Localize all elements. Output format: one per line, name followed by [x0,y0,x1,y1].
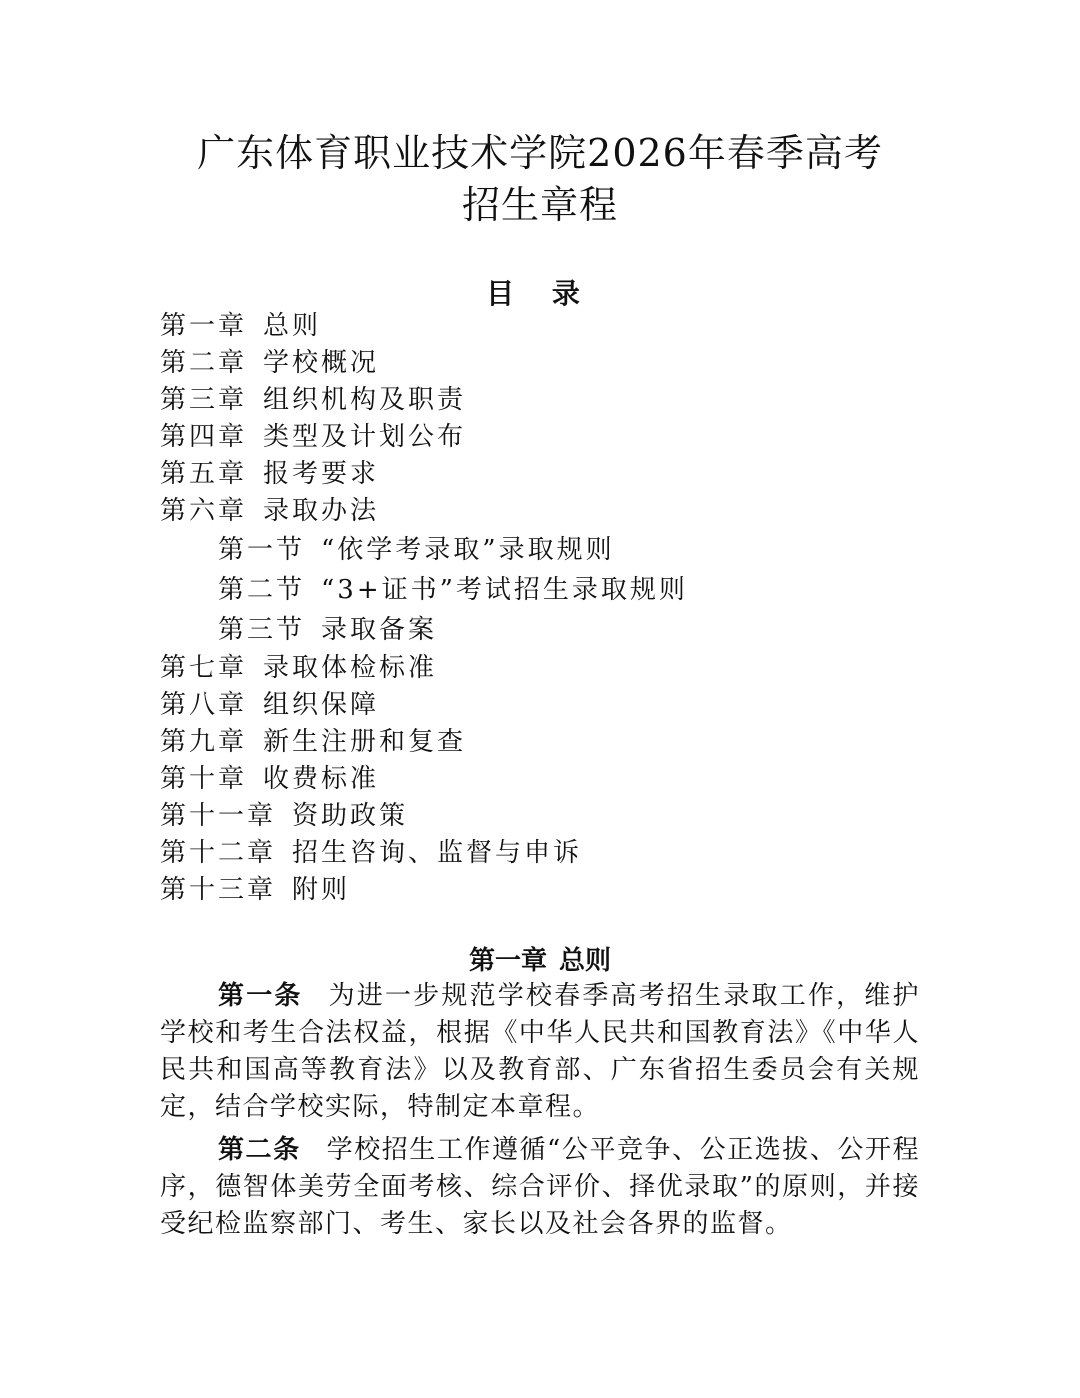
toc-item-text: 招生咨询、监督与申诉 [292,838,583,868]
toc-item-text: 类型及计划公布 [263,422,467,452]
toc-item-number: 第十三章 [160,875,277,905]
toc-item-chapter-10 [160,761,940,798]
toc-item-text: “依学考录取”录取规则 [321,535,615,565]
toc-item-number: 第一章 [160,311,248,341]
toc-item-text: 组织保障 [263,690,380,720]
toc-item-number: 第七章 [160,653,248,683]
toc-item-section-3 [160,610,940,650]
toc-item-text: 录取办法 [263,496,380,526]
chapter-heading-number: 第一章 [468,946,547,976]
article-text: 为进一步规范学校春季高考招生录取工作，维护学校和考生合法权益，根据《中华人民共和国教育法》《中华人民共和国高等教育法》以及教育部、广东省招生委员会有关规定，结合学校实际，特制定本章程。 [160,981,920,1122]
toc-item-section-2 [160,570,940,610]
toc-item-number: 第二节 [218,575,306,605]
toc-heading: 目 录 [486,277,594,310]
toc-item-section-1 [160,530,940,570]
toc-item-chapter-7 [160,650,940,687]
article-text: 学校招生工作遵循“公平竞争、公正选拔、公开程序，德智体美劳全面考核、综合评价、择优录取”的原则，并接受纪检监察部门、考生、家长以及社会各界的监督。 [160,1135,920,1239]
toc-item-number: 第十一章 [160,801,277,831]
toc-item-text: 附则 [292,875,351,905]
toc-item-number: 第八章 [160,690,248,720]
chapter-heading [0,940,1080,977]
toc-item-number: 第四章 [160,422,248,452]
toc-item-chapter-9 [160,724,940,761]
article-label: 第一条 [218,981,303,1011]
article-1 [160,978,920,1126]
document-title-line-1: 广东体育职业技术学院2026年春季高考 [197,131,883,175]
toc-item-number: 第六章 [160,496,248,526]
toc-item-chapter-2 [160,345,940,382]
article-2 [160,1132,920,1243]
toc-item-text: “3+证书”考试招生录取规则 [321,575,688,605]
toc-item-text: 总则 [263,311,322,341]
toc-item-chapter-6 [160,493,940,530]
document-title-line-2: 招生章程 [461,183,618,227]
toc-item-chapter-12 [160,835,940,872]
toc-item-text: 报考要求 [263,459,380,489]
toc-item-text: 学校概况 [263,348,380,378]
toc-item-number: 第一节 [218,535,306,565]
toc-item-text: 录取体检标准 [263,653,438,683]
toc-item-number: 第九章 [160,727,248,757]
chapter-heading-text: 总则 [559,946,612,976]
toc-item-text: 新生注册和复查 [263,727,467,757]
toc-item-number: 第五章 [160,459,248,489]
toc-item-text: 录取备案 [321,615,438,645]
toc-item-chapter-3 [160,382,940,419]
toc-item-chapter-1 [160,308,940,345]
toc-item-number: 第二章 [160,348,248,378]
toc-item-chapter-5 [160,456,940,493]
toc-item-chapter-11 [160,798,940,835]
toc-item-number: 第三章 [160,385,248,415]
table-of-contents [160,308,940,909]
toc-item-number: 第十章 [160,764,248,794]
toc-item-chapter-8 [160,687,940,724]
toc-item-chapter-4 [160,419,940,456]
toc-item-text: 收费标准 [263,764,380,794]
article-label: 第二条 [218,1135,301,1165]
toc-item-text: 资助政策 [292,801,409,831]
toc-item-text: 组织机构及职责 [263,385,467,415]
toc-item-number: 第十二章 [160,838,277,868]
toc-item-number: 第三节 [218,615,306,645]
toc-item-chapter-13 [160,872,940,909]
